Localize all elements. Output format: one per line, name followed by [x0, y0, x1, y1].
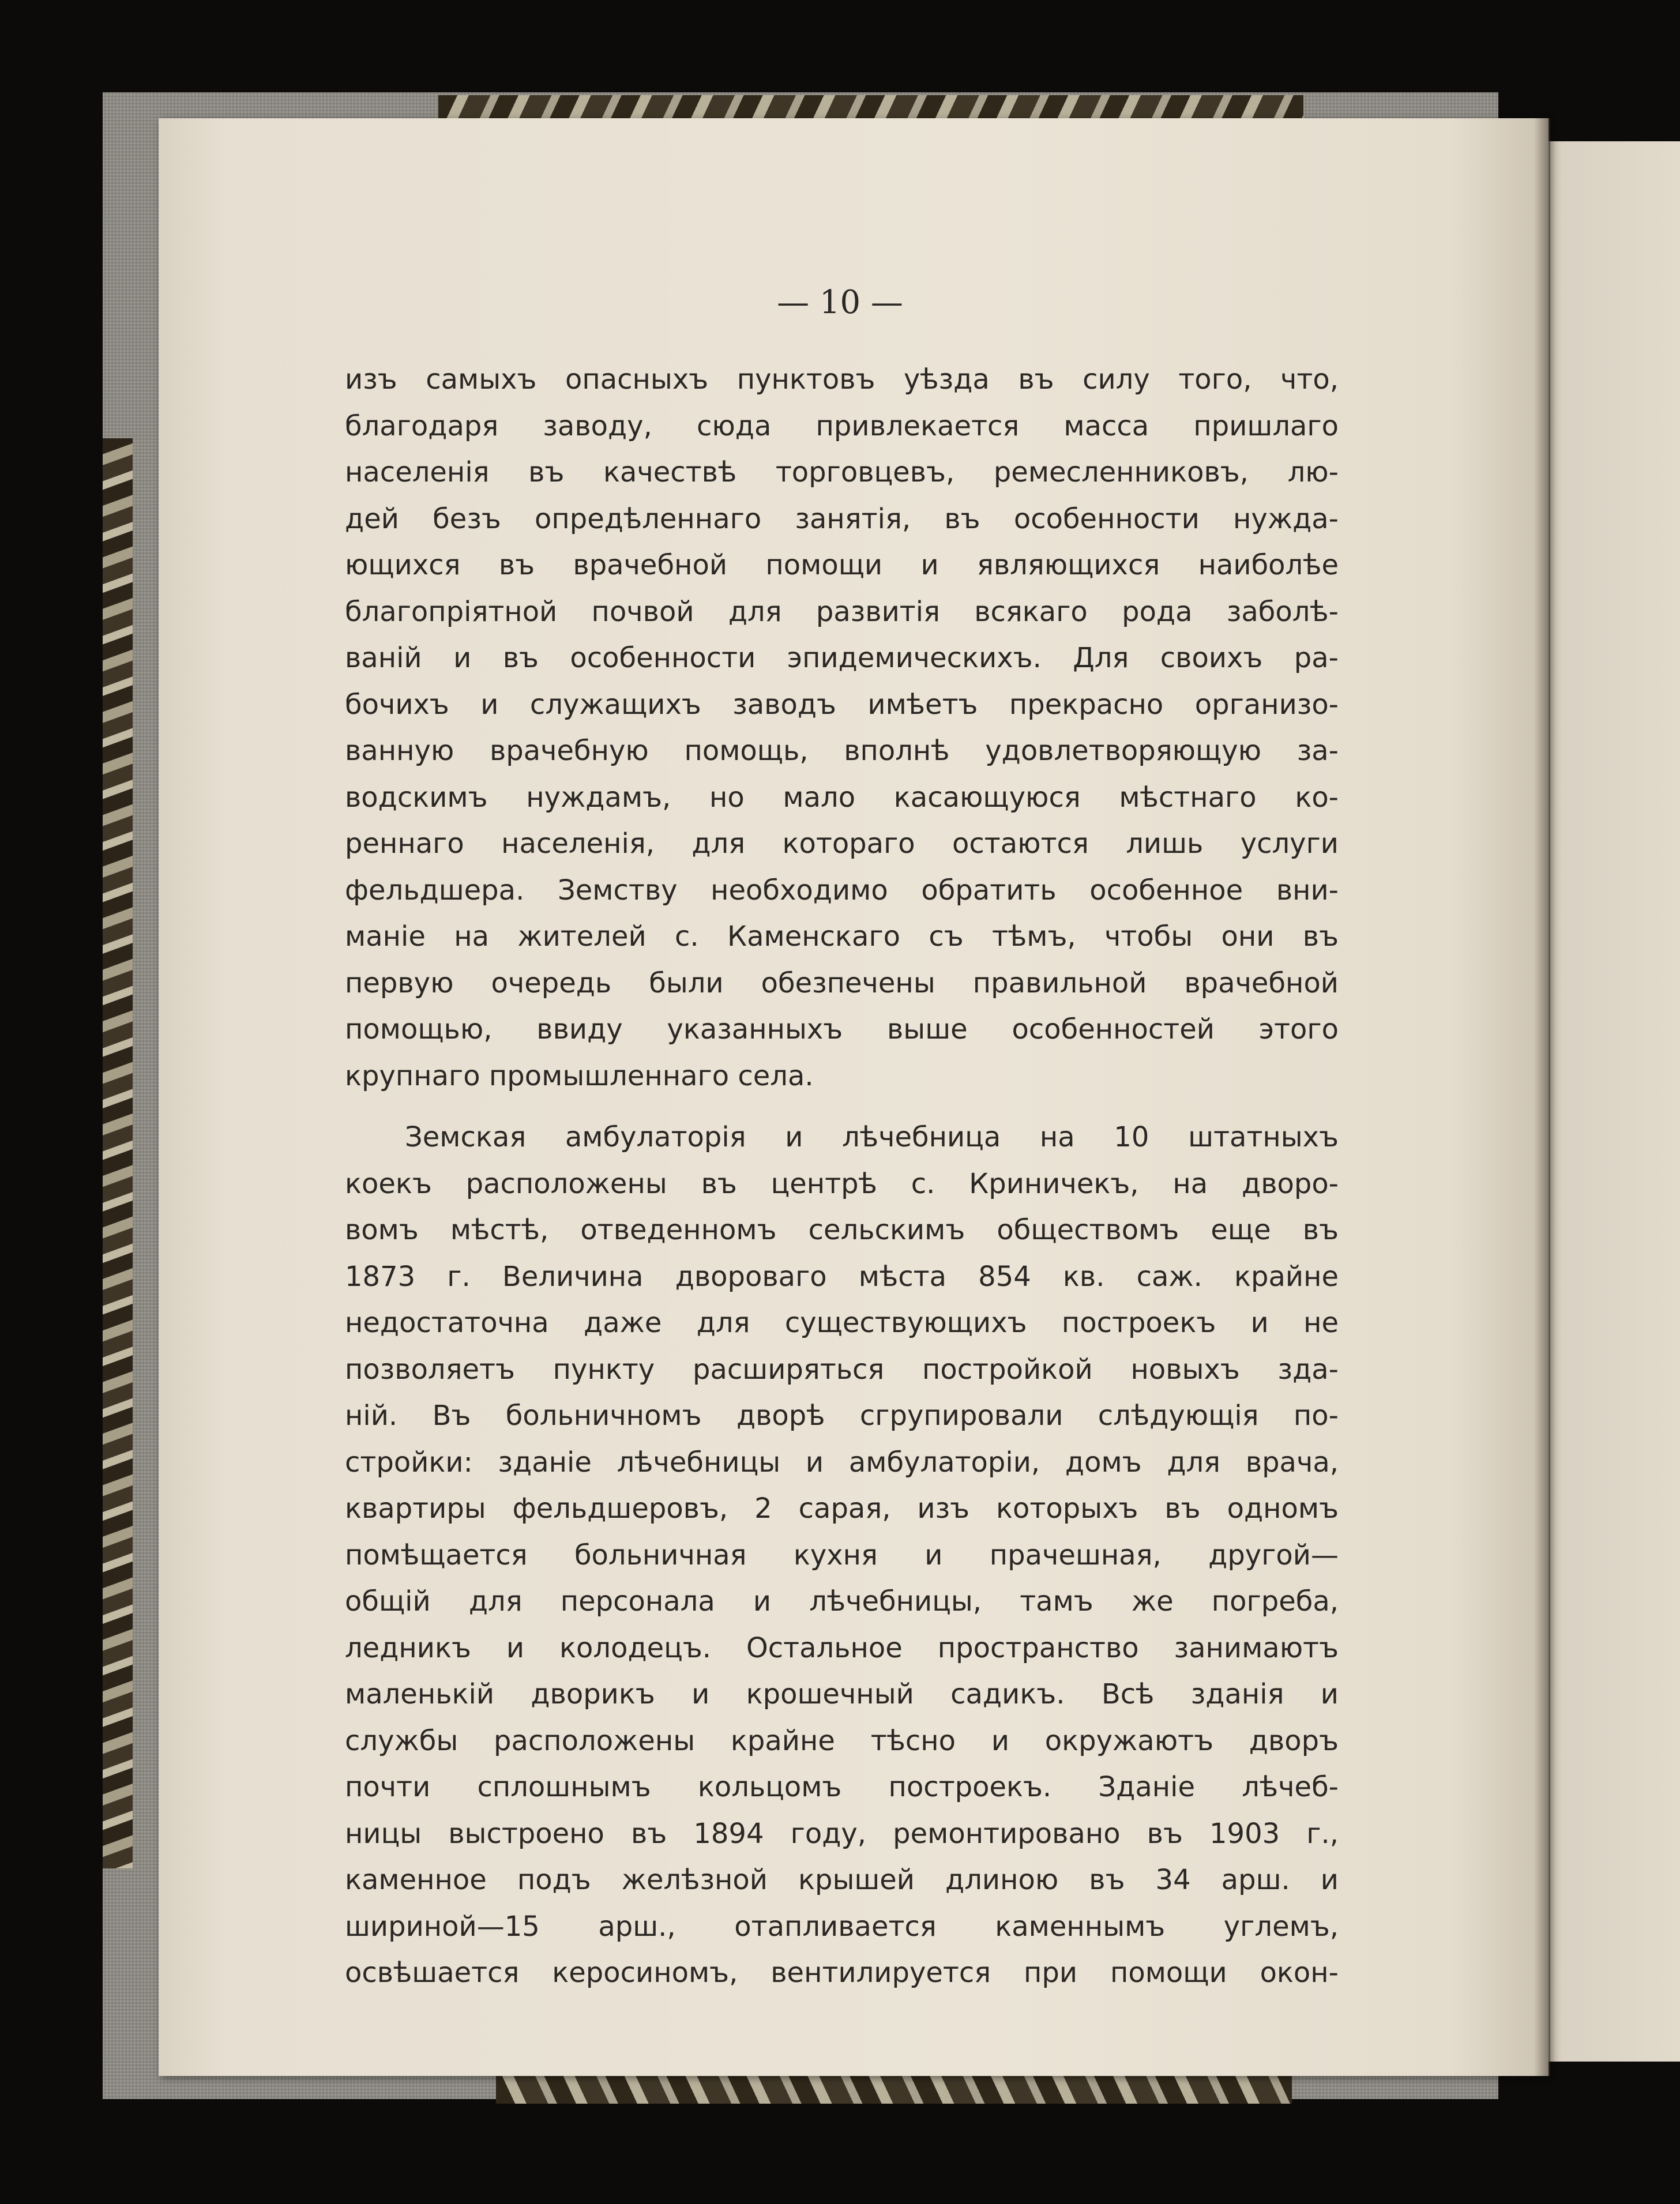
text-line: службы расположены крайне тѣсно и окружаютъ дворъ [345, 1724, 1339, 1757]
paragraph-gap [345, 1099, 1339, 1114]
text-line: ванную врачебную помощь, вполнѣ удовлетворяющую за- [345, 735, 1339, 767]
text-line: помѣщается больничная кухня и прачешная, другой— [345, 1539, 1339, 1571]
text-line: реннаго населенія, для котораго остаются лишь услуги [345, 828, 1339, 860]
text-line: ній. Въ больничномъ дворѣ сгрупировали слѣдующія по- [345, 1400, 1339, 1432]
text-line: каменное подъ желѣзной крышей длиною въ 34 арш. и [345, 1864, 1339, 1896]
text-line: 1873 г. Величина двороваго мѣста 854 кв. саж. крайне [345, 1260, 1339, 1293]
body-text [345, 356, 1339, 1996]
text-line: ницы выстроено въ 1894 году, ремонтировано въ 1903 г., [345, 1817, 1339, 1850]
text-line: стройки: зданіе лѣчебницы и амбулаторіи, домъ для врача, [345, 1446, 1339, 1479]
text-line: помощью, ввиду указанныхъ выше особенностей этого [345, 1013, 1339, 1045]
text-line: вомъ мѣстѣ, отведенномъ сельскимъ обществомъ еще въ [345, 1214, 1339, 1246]
text-line: населенія въ качествѣ торговцевъ, ремесленниковъ, лю- [345, 456, 1339, 488]
text-line: позволяетъ пункту расширяться постройкой новыхъ зда- [345, 1353, 1339, 1386]
text-line: маленькій дворикъ и крошечный садикъ. Всѣ зданія и [345, 1678, 1339, 1710]
text-line: общій для персонала и лѣчебницы, тамъ же погреба, [345, 1585, 1339, 1618]
text-line: маніе на жителей с. Каменскаго съ тѣмъ, чтобы они въ [345, 920, 1339, 953]
text-line: фельдшера. Земству необходимо обратить особенное вни- [345, 874, 1339, 907]
text-line: шириной—15 арш., отапливается каменнымъ углемъ, [345, 1910, 1339, 1943]
text-line: ющихся въ врачебной помощи и являющихся наиболѣе [345, 549, 1339, 581]
text-line: освѣшается керосиномъ, вентилируется при помощи окон- [345, 1957, 1339, 1989]
text-line: недостаточна даже для существующихъ построекъ и не [345, 1307, 1339, 1339]
text-line: благодаря заводу, сюда привлекается масса пришлаго [345, 409, 1339, 442]
paragraph-1 [345, 356, 1339, 1099]
text-line: первую очередь были обезпечены правильной врачебной [345, 966, 1339, 999]
text-line: благопріятной почвой для развитія всякаго рода заболѣ- [345, 595, 1339, 628]
text-line: водскимъ нуждамъ, но мало касающуюся мѣстнаго ко- [345, 781, 1339, 814]
text-line: ваній и въ особенности эпидемическихъ. Для своихъ ра- [345, 642, 1339, 674]
text-line: изъ самыхъ опасныхъ пунктовъ уѣзда въ силу того, что, [345, 363, 1339, 396]
cover-marbled-pattern-bottom [496, 2076, 1292, 2104]
text-line: крупнаго промышленнаго села. [345, 1059, 814, 1092]
text-line: коекъ расположены въ центрѣ с. Криничекъ, на дворо- [345, 1167, 1339, 1200]
page-gutter-shadow [1534, 118, 1550, 2076]
text-line: ледникъ и колодецъ. Остальное пространство занимаютъ [345, 1631, 1339, 1664]
paragraph-2 [345, 1114, 1339, 1996]
cover-marbled-pattern-left [103, 438, 133, 1868]
text-line: Земская амбулаторія и лѣчебница на 10 штатныхъ [405, 1121, 1339, 1153]
text-line: бочихъ и служащихъ заводъ имѣетъ прекрасно организо- [345, 688, 1339, 721]
page-number: — 10 — [777, 284, 903, 321]
text-line: почти сплошнымъ кольцомъ построекъ. Зданіе лѣчеб- [345, 1771, 1339, 1803]
facing-page-edge [1546, 141, 1680, 2062]
text-line: дей безъ опредѣленнаго занятія, въ особенности нужда- [345, 502, 1339, 535]
text-line: квартиры фельдшеровъ, 2 сарая, изъ которыхъ въ одномъ [345, 1492, 1339, 1525]
